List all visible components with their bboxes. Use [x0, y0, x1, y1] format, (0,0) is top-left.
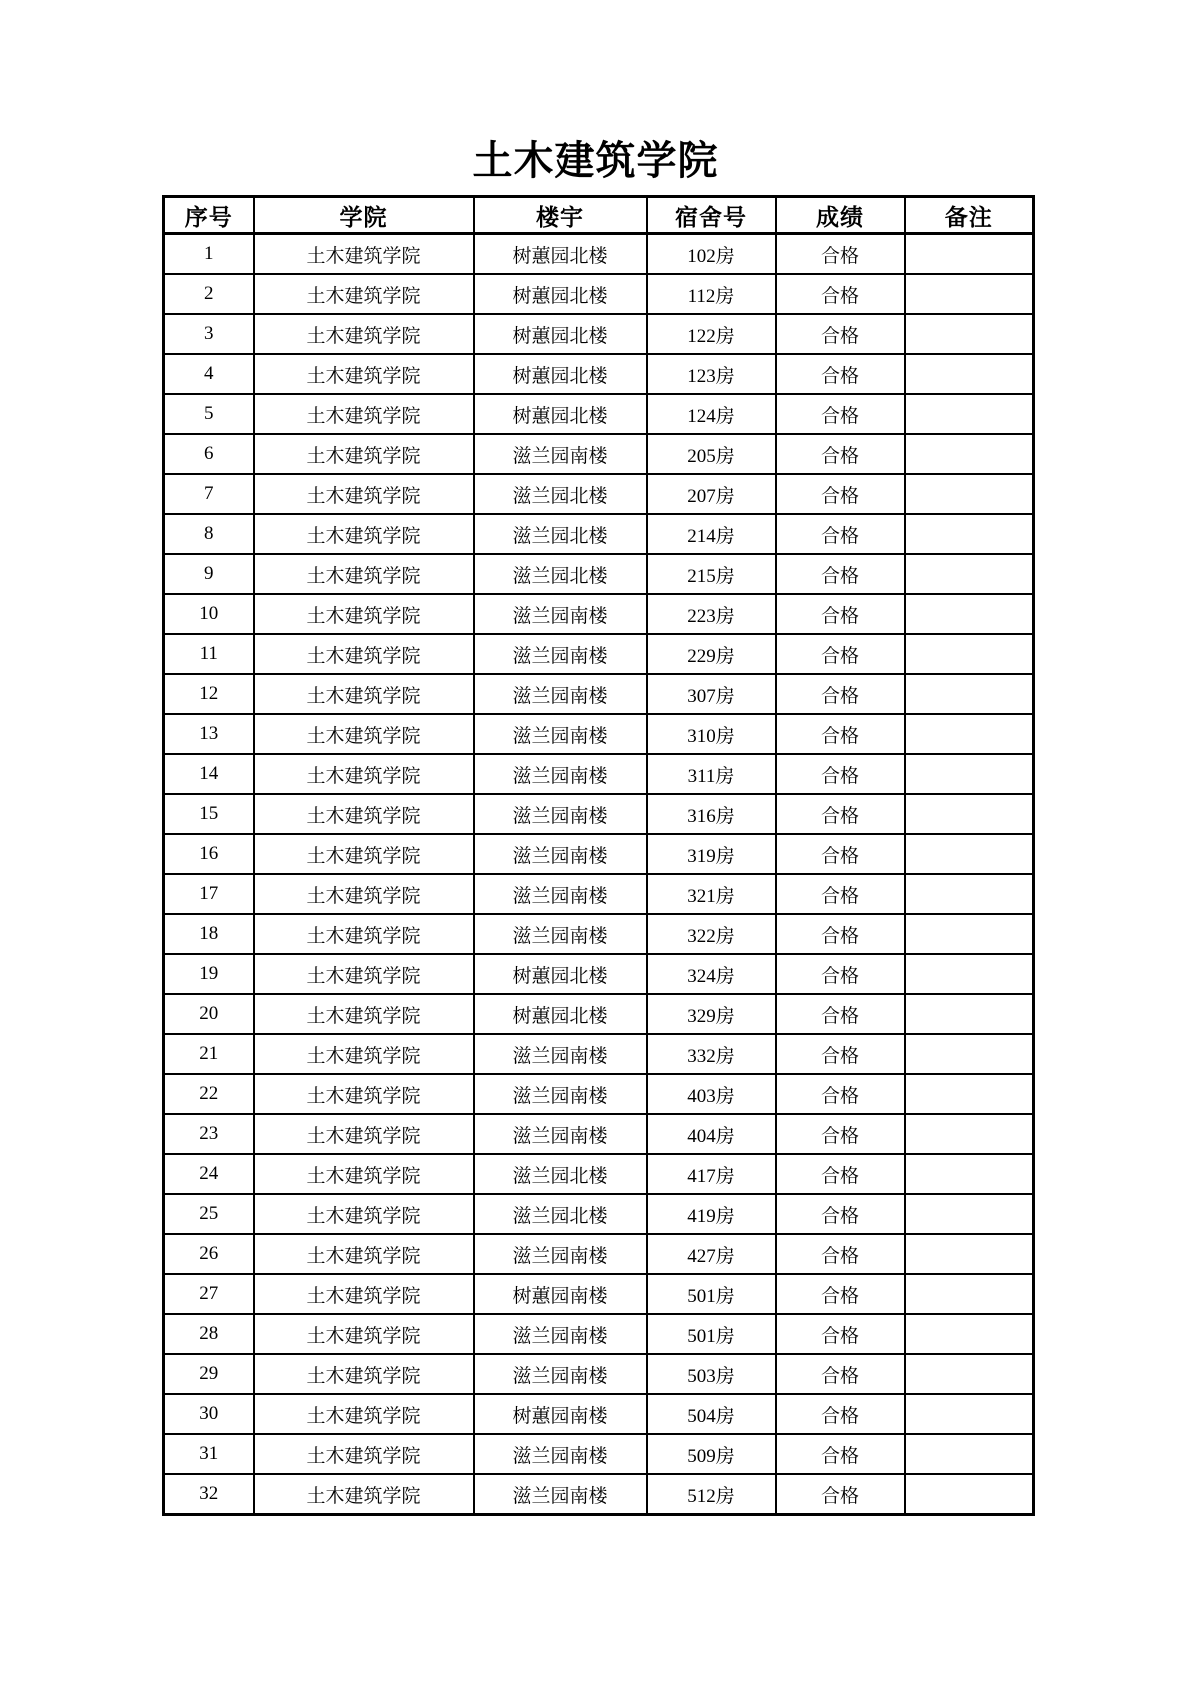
cell-college: 土木建筑学院 [254, 834, 474, 874]
cell-building: 滋兰园南楼 [474, 594, 647, 634]
cell-no: 12 [164, 674, 254, 714]
cell-room: 503房 [647, 1354, 776, 1394]
cell-no: 23 [164, 1114, 254, 1154]
cell-college: 土木建筑学院 [254, 554, 474, 594]
cell-college: 土木建筑学院 [254, 794, 474, 834]
table-row [164, 1314, 1034, 1354]
cell-room: 214房 [647, 514, 776, 554]
cell-no: 14 [164, 754, 254, 794]
cell-building: 滋兰园南楼 [474, 1034, 647, 1074]
table-row [164, 314, 1034, 354]
cell-building: 滋兰园南楼 [474, 1314, 647, 1354]
cell-building: 滋兰园北楼 [474, 514, 647, 554]
cell-no: 2 [164, 274, 254, 314]
table-row [164, 1114, 1034, 1154]
header-result: 成绩 [776, 197, 905, 234]
cell-remark [905, 874, 1034, 914]
cell-building: 树蕙园北楼 [474, 314, 647, 354]
cell-college: 土木建筑学院 [254, 1114, 474, 1154]
cell-college: 土木建筑学院 [254, 954, 474, 994]
table-row [164, 1074, 1034, 1114]
cell-remark [905, 1194, 1034, 1234]
cell-building: 滋兰园南楼 [474, 754, 647, 794]
cell-room: 332房 [647, 1034, 776, 1074]
cell-no: 27 [164, 1274, 254, 1314]
cell-remark [905, 914, 1034, 954]
cell-college: 土木建筑学院 [254, 1074, 474, 1114]
cell-remark [905, 1234, 1034, 1274]
cell-no: 30 [164, 1394, 254, 1434]
table-row [164, 434, 1034, 474]
cell-college: 土木建筑学院 [254, 1034, 474, 1074]
cell-no: 15 [164, 794, 254, 834]
cell-remark [905, 1354, 1034, 1394]
cell-room: 112房 [647, 274, 776, 314]
cell-remark [905, 1474, 1034, 1515]
cell-building: 树蕙园北楼 [474, 274, 647, 314]
table-row [164, 1034, 1034, 1074]
cell-room: 311房 [647, 754, 776, 794]
cell-room: 512房 [647, 1474, 776, 1515]
table-row [164, 1154, 1034, 1194]
cell-building: 树蕙园北楼 [474, 954, 647, 994]
cell-building: 树蕙园南楼 [474, 1274, 647, 1314]
cell-result: 合格 [776, 634, 905, 674]
cell-result: 合格 [776, 874, 905, 914]
cell-remark [905, 594, 1034, 634]
cell-room: 316房 [647, 794, 776, 834]
cell-result: 合格 [776, 1474, 905, 1515]
cell-result: 合格 [776, 274, 905, 314]
cell-no: 25 [164, 1194, 254, 1234]
cell-remark [905, 1154, 1034, 1194]
cell-building: 滋兰园南楼 [474, 714, 647, 754]
cell-college: 土木建筑学院 [254, 1154, 474, 1194]
cell-building: 滋兰园南楼 [474, 1434, 647, 1474]
cell-remark [905, 714, 1034, 754]
table-header [164, 197, 1034, 234]
table-row [164, 394, 1034, 434]
header-row [164, 197, 1034, 234]
cell-building: 树蕙园北楼 [474, 394, 647, 434]
table-row [164, 1394, 1034, 1434]
cell-remark [905, 1394, 1034, 1434]
cell-college: 土木建筑学院 [254, 354, 474, 394]
cell-no: 32 [164, 1474, 254, 1515]
cell-building: 树蕙园南楼 [474, 1394, 647, 1434]
cell-college: 土木建筑学院 [254, 1274, 474, 1314]
cell-building: 滋兰园南楼 [474, 874, 647, 914]
cell-room: 417房 [647, 1154, 776, 1194]
cell-result: 合格 [776, 554, 905, 594]
cell-building: 树蕙园北楼 [474, 994, 647, 1034]
table-row [164, 914, 1034, 954]
cell-remark [905, 434, 1034, 474]
cell-college: 土木建筑学院 [254, 1194, 474, 1234]
cell-building: 树蕙园北楼 [474, 234, 647, 275]
cell-remark [905, 354, 1034, 394]
cell-remark [905, 394, 1034, 434]
cell-remark [905, 674, 1034, 714]
header-building: 楼宇 [474, 197, 647, 234]
cell-room: 427房 [647, 1234, 776, 1274]
table-row [164, 1274, 1034, 1314]
cell-result: 合格 [776, 1154, 905, 1194]
cell-no: 24 [164, 1154, 254, 1194]
cell-room: 419房 [647, 1194, 776, 1234]
cell-result: 合格 [776, 354, 905, 394]
cell-result: 合格 [776, 1434, 905, 1474]
table-row [164, 1434, 1034, 1474]
cell-result: 合格 [776, 914, 905, 954]
cell-room: 123房 [647, 354, 776, 394]
cell-remark [905, 554, 1034, 594]
cell-building: 滋兰园南楼 [474, 1234, 647, 1274]
cell-no: 8 [164, 514, 254, 554]
cell-no: 26 [164, 1234, 254, 1274]
cell-building: 滋兰园南楼 [474, 634, 647, 674]
cell-remark [905, 794, 1034, 834]
cell-college: 土木建筑学院 [254, 474, 474, 514]
table-body [164, 234, 1034, 1515]
cell-no: 6 [164, 434, 254, 474]
cell-no: 1 [164, 234, 254, 275]
cell-no: 11 [164, 634, 254, 674]
cell-college: 土木建筑学院 [254, 914, 474, 954]
cell-remark [905, 1114, 1034, 1154]
cell-remark [905, 314, 1034, 354]
cell-college: 土木建筑学院 [254, 514, 474, 554]
cell-college: 土木建筑学院 [254, 634, 474, 674]
cell-result: 合格 [776, 1274, 905, 1314]
table-row [164, 954, 1034, 994]
cell-no: 13 [164, 714, 254, 754]
cell-college: 土木建筑学院 [254, 1474, 474, 1515]
cell-college: 土木建筑学院 [254, 874, 474, 914]
cell-no: 28 [164, 1314, 254, 1354]
cell-no: 10 [164, 594, 254, 634]
cell-room: 324房 [647, 954, 776, 994]
cell-remark [905, 274, 1034, 314]
cell-room: 501房 [647, 1314, 776, 1354]
cell-building: 滋兰园南楼 [474, 1114, 647, 1154]
table-row [164, 834, 1034, 874]
cell-building: 滋兰园北楼 [474, 474, 647, 514]
cell-no: 21 [164, 1034, 254, 1074]
cell-result: 合格 [776, 594, 905, 634]
table-row [164, 754, 1034, 794]
cell-building: 树蕙园北楼 [474, 354, 647, 394]
table-row [164, 354, 1034, 394]
header-room: 宿舍号 [647, 197, 776, 234]
table-row [164, 994, 1034, 1034]
cell-building: 滋兰园北楼 [474, 1194, 647, 1234]
cell-room: 321房 [647, 874, 776, 914]
cell-college: 土木建筑学院 [254, 1314, 474, 1354]
cell-college: 土木建筑学院 [254, 1434, 474, 1474]
cell-result: 合格 [776, 1354, 905, 1394]
cell-result: 合格 [776, 994, 905, 1034]
cell-result: 合格 [776, 794, 905, 834]
cell-remark [905, 754, 1034, 794]
cell-room: 509房 [647, 1434, 776, 1474]
cell-room: 124房 [647, 394, 776, 434]
cell-building: 滋兰园南楼 [474, 1354, 647, 1394]
table-row [164, 674, 1034, 714]
cell-college: 土木建筑学院 [254, 754, 474, 794]
cell-result: 合格 [776, 1194, 905, 1234]
table-row [164, 1474, 1034, 1515]
cell-no: 5 [164, 394, 254, 434]
cell-college: 土木建筑学院 [254, 714, 474, 754]
cell-room: 207房 [647, 474, 776, 514]
cell-college: 土木建筑学院 [254, 1234, 474, 1274]
cell-result: 合格 [776, 674, 905, 714]
cell-no: 3 [164, 314, 254, 354]
cell-result: 合格 [776, 314, 905, 354]
cell-room: 501房 [647, 1274, 776, 1314]
cell-college: 土木建筑学院 [254, 674, 474, 714]
cell-no: 20 [164, 994, 254, 1034]
cell-building: 滋兰园南楼 [474, 794, 647, 834]
cell-room: 307房 [647, 674, 776, 714]
cell-room: 215房 [647, 554, 776, 594]
cell-result: 合格 [776, 474, 905, 514]
cell-room: 329房 [647, 994, 776, 1034]
table-row [164, 474, 1034, 514]
cell-no: 4 [164, 354, 254, 394]
cell-college: 土木建筑学院 [254, 1354, 474, 1394]
cell-no: 7 [164, 474, 254, 514]
cell-room: 229房 [647, 634, 776, 674]
cell-college: 土木建筑学院 [254, 314, 474, 354]
cell-remark [905, 634, 1034, 674]
cell-no: 22 [164, 1074, 254, 1114]
cell-remark [905, 1434, 1034, 1474]
table-row [164, 874, 1034, 914]
cell-remark [905, 1314, 1034, 1354]
table-row [164, 714, 1034, 754]
cell-result: 合格 [776, 1074, 905, 1114]
cell-room: 223房 [647, 594, 776, 634]
table-row [164, 274, 1034, 314]
cell-room: 310房 [647, 714, 776, 754]
cell-building: 滋兰园北楼 [474, 554, 647, 594]
table-row [164, 554, 1034, 594]
cell-result: 合格 [776, 1314, 905, 1354]
cell-room: 404房 [647, 1114, 776, 1154]
table-row [164, 1354, 1034, 1394]
cell-no: 16 [164, 834, 254, 874]
cell-result: 合格 [776, 1114, 905, 1154]
cell-remark [905, 1274, 1034, 1314]
cell-remark [905, 1074, 1034, 1114]
cell-result: 合格 [776, 1034, 905, 1074]
cell-college: 土木建筑学院 [254, 274, 474, 314]
cell-college: 土木建筑学院 [254, 434, 474, 474]
cell-room: 322房 [647, 914, 776, 954]
cell-college: 土木建筑学院 [254, 994, 474, 1034]
cell-remark [905, 234, 1034, 275]
cell-result: 合格 [776, 394, 905, 434]
table-row [164, 234, 1034, 275]
cell-no: 29 [164, 1354, 254, 1394]
cell-building: 滋兰园南楼 [474, 674, 647, 714]
cell-room: 102房 [647, 234, 776, 275]
table-row [164, 1194, 1034, 1234]
cell-result: 合格 [776, 514, 905, 554]
cell-result: 合格 [776, 1394, 905, 1434]
table-row [164, 594, 1034, 634]
cell-building: 滋兰园南楼 [474, 1074, 647, 1114]
cell-room: 319房 [647, 834, 776, 874]
table-row [164, 1234, 1034, 1274]
cell-room: 504房 [647, 1394, 776, 1434]
cell-remark [905, 514, 1034, 554]
cell-college: 土木建筑学院 [254, 234, 474, 275]
cell-result: 合格 [776, 234, 905, 275]
cell-result: 合格 [776, 714, 905, 754]
page-title: 土木建筑学院 [472, 138, 719, 183]
cell-result: 合格 [776, 434, 905, 474]
cell-building: 滋兰园北楼 [474, 1154, 647, 1194]
cell-building: 滋兰园南楼 [474, 834, 647, 874]
header-college: 学院 [254, 197, 474, 234]
table-row [164, 514, 1034, 554]
cell-building: 滋兰园南楼 [474, 1474, 647, 1515]
results-table [162, 195, 1035, 1516]
cell-college: 土木建筑学院 [254, 394, 474, 434]
table-row [164, 794, 1034, 834]
cell-no: 31 [164, 1434, 254, 1474]
cell-remark [905, 954, 1034, 994]
cell-remark [905, 834, 1034, 874]
cell-room: 205房 [647, 434, 776, 474]
cell-no: 19 [164, 954, 254, 994]
header-remark: 备注 [905, 197, 1034, 234]
cell-room: 122房 [647, 314, 776, 354]
cell-no: 18 [164, 914, 254, 954]
cell-result: 合格 [776, 754, 905, 794]
cell-building: 滋兰园南楼 [474, 914, 647, 954]
cell-remark [905, 474, 1034, 514]
header-no: 序号 [164, 197, 254, 234]
cell-room: 403房 [647, 1074, 776, 1114]
cell-college: 土木建筑学院 [254, 594, 474, 634]
cell-result: 合格 [776, 954, 905, 994]
table-row [164, 634, 1034, 674]
cell-remark [905, 1034, 1034, 1074]
cell-college: 土木建筑学院 [254, 1394, 474, 1434]
cell-no: 17 [164, 874, 254, 914]
cell-building: 滋兰园南楼 [474, 434, 647, 474]
cell-no: 9 [164, 554, 254, 594]
cell-result: 合格 [776, 1234, 905, 1274]
cell-result: 合格 [776, 834, 905, 874]
cell-remark [905, 994, 1034, 1034]
